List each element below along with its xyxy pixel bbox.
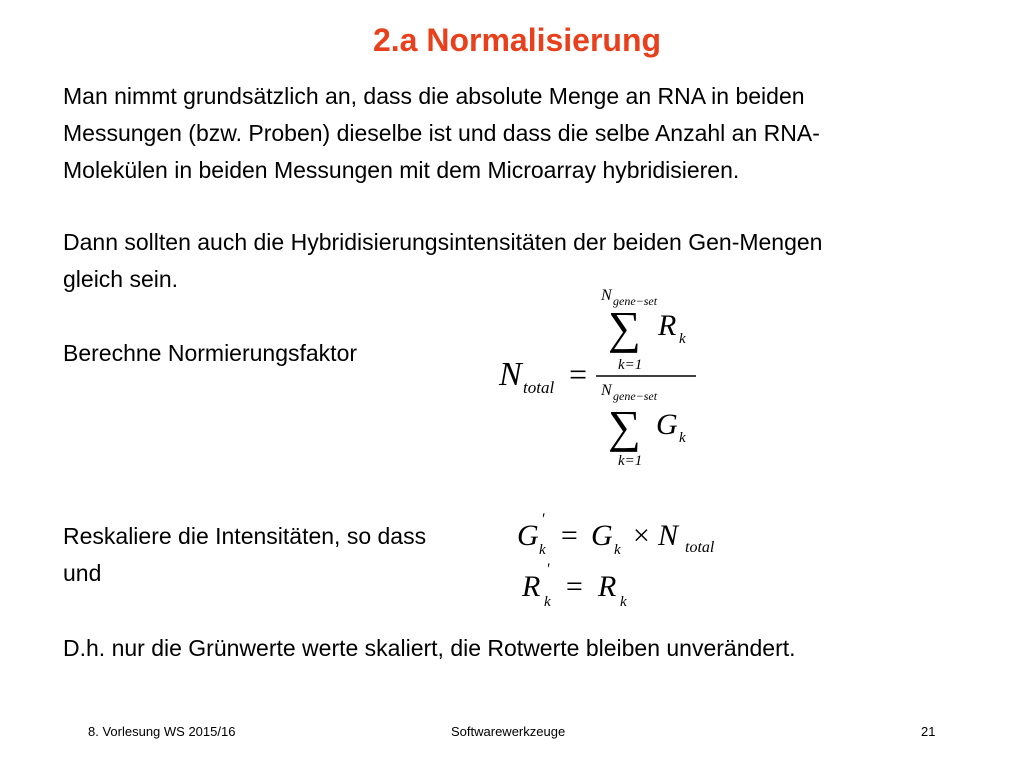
formula-lhs-sub: total — [523, 378, 555, 397]
denominator-lower-limit: k=1 — [618, 453, 643, 469]
numerator-lower-limit: k=1 — [618, 357, 643, 373]
green-prime: ' — [541, 513, 545, 528]
green-times: × — [631, 519, 652, 552]
numerator-sum-symbol: ∑ — [608, 302, 641, 353]
and-text: und — [63, 560, 102, 586]
numerator-term-sub: k — [679, 331, 686, 347]
red-term: R — [598, 570, 617, 603]
footer-page-number: 21 — [921, 724, 936, 739]
numerator-upper-limit: N — [601, 287, 612, 304]
numerator-term: R — [658, 309, 677, 342]
formula-equals: = — [567, 356, 589, 392]
denominator-upper-limit: N — [601, 382, 612, 399]
green-rescale-formula — [515, 513, 735, 558]
green-term: G — [591, 519, 613, 552]
denominator-upper-limit-sub: gene−set — [613, 389, 658, 403]
normalization-factor-formula — [493, 285, 703, 470]
compute-text: Berechne Normierungsfaktor — [63, 340, 358, 366]
denominator-term: G — [656, 408, 678, 441]
slide-title: 2.a Normalisierung — [372, 22, 662, 58]
red-lhs: R — [522, 570, 541, 603]
conclusion-text: D.h. nur die Grünwerte werte skaliert, die Rotwerte bleiben unverändert. — [63, 635, 796, 661]
green-term-sub: k — [614, 542, 621, 558]
then-line-2: gleich sein. — [63, 266, 179, 292]
then-paragraph — [63, 224, 822, 298]
intro-line-3: Molekülen in beiden Messungen mit dem Microarray hybridisieren. — [63, 157, 740, 183]
red-term-sub: k — [620, 594, 627, 610]
footer-course: Softwarewerkzeuge — [451, 724, 566, 739]
green-factor-sub: total — [685, 539, 715, 556]
green-lhs: G — [517, 519, 539, 552]
intro-line-2: Messungen (bzw. Proben) dieselbe ist und dass die selbe Anzahl an RNA- — [63, 120, 820, 146]
denominator-term-sub: k — [679, 430, 686, 446]
intro-paragraph — [63, 78, 820, 189]
green-factor: N — [658, 519, 679, 552]
rescale-text: Reskaliere die Intensitäten, so dass — [63, 523, 427, 549]
red-rescale-formula — [520, 560, 650, 612]
denominator-sum-symbol: ∑ — [608, 401, 641, 452]
green-equals: = — [559, 519, 580, 552]
then-line-1: Dann sollten auch die Hybridisierungsintensitäten der beiden Gen-Mengen — [63, 229, 823, 255]
footer-lecture: 8. Vorlesung WS 2015/16 — [88, 724, 236, 739]
numerator-upper-limit-sub: gene−set — [613, 294, 658, 308]
red-equals: = — [564, 570, 585, 603]
intro-line-1: Man nimmt grundsätzlich an, dass die absolute Menge an RNA in beiden — [63, 83, 805, 109]
green-lhs-sub: k — [539, 542, 546, 558]
red-prime: ' — [546, 561, 550, 578]
red-lhs-sub: k — [544, 594, 551, 610]
formula-lhs: N — [499, 356, 522, 393]
